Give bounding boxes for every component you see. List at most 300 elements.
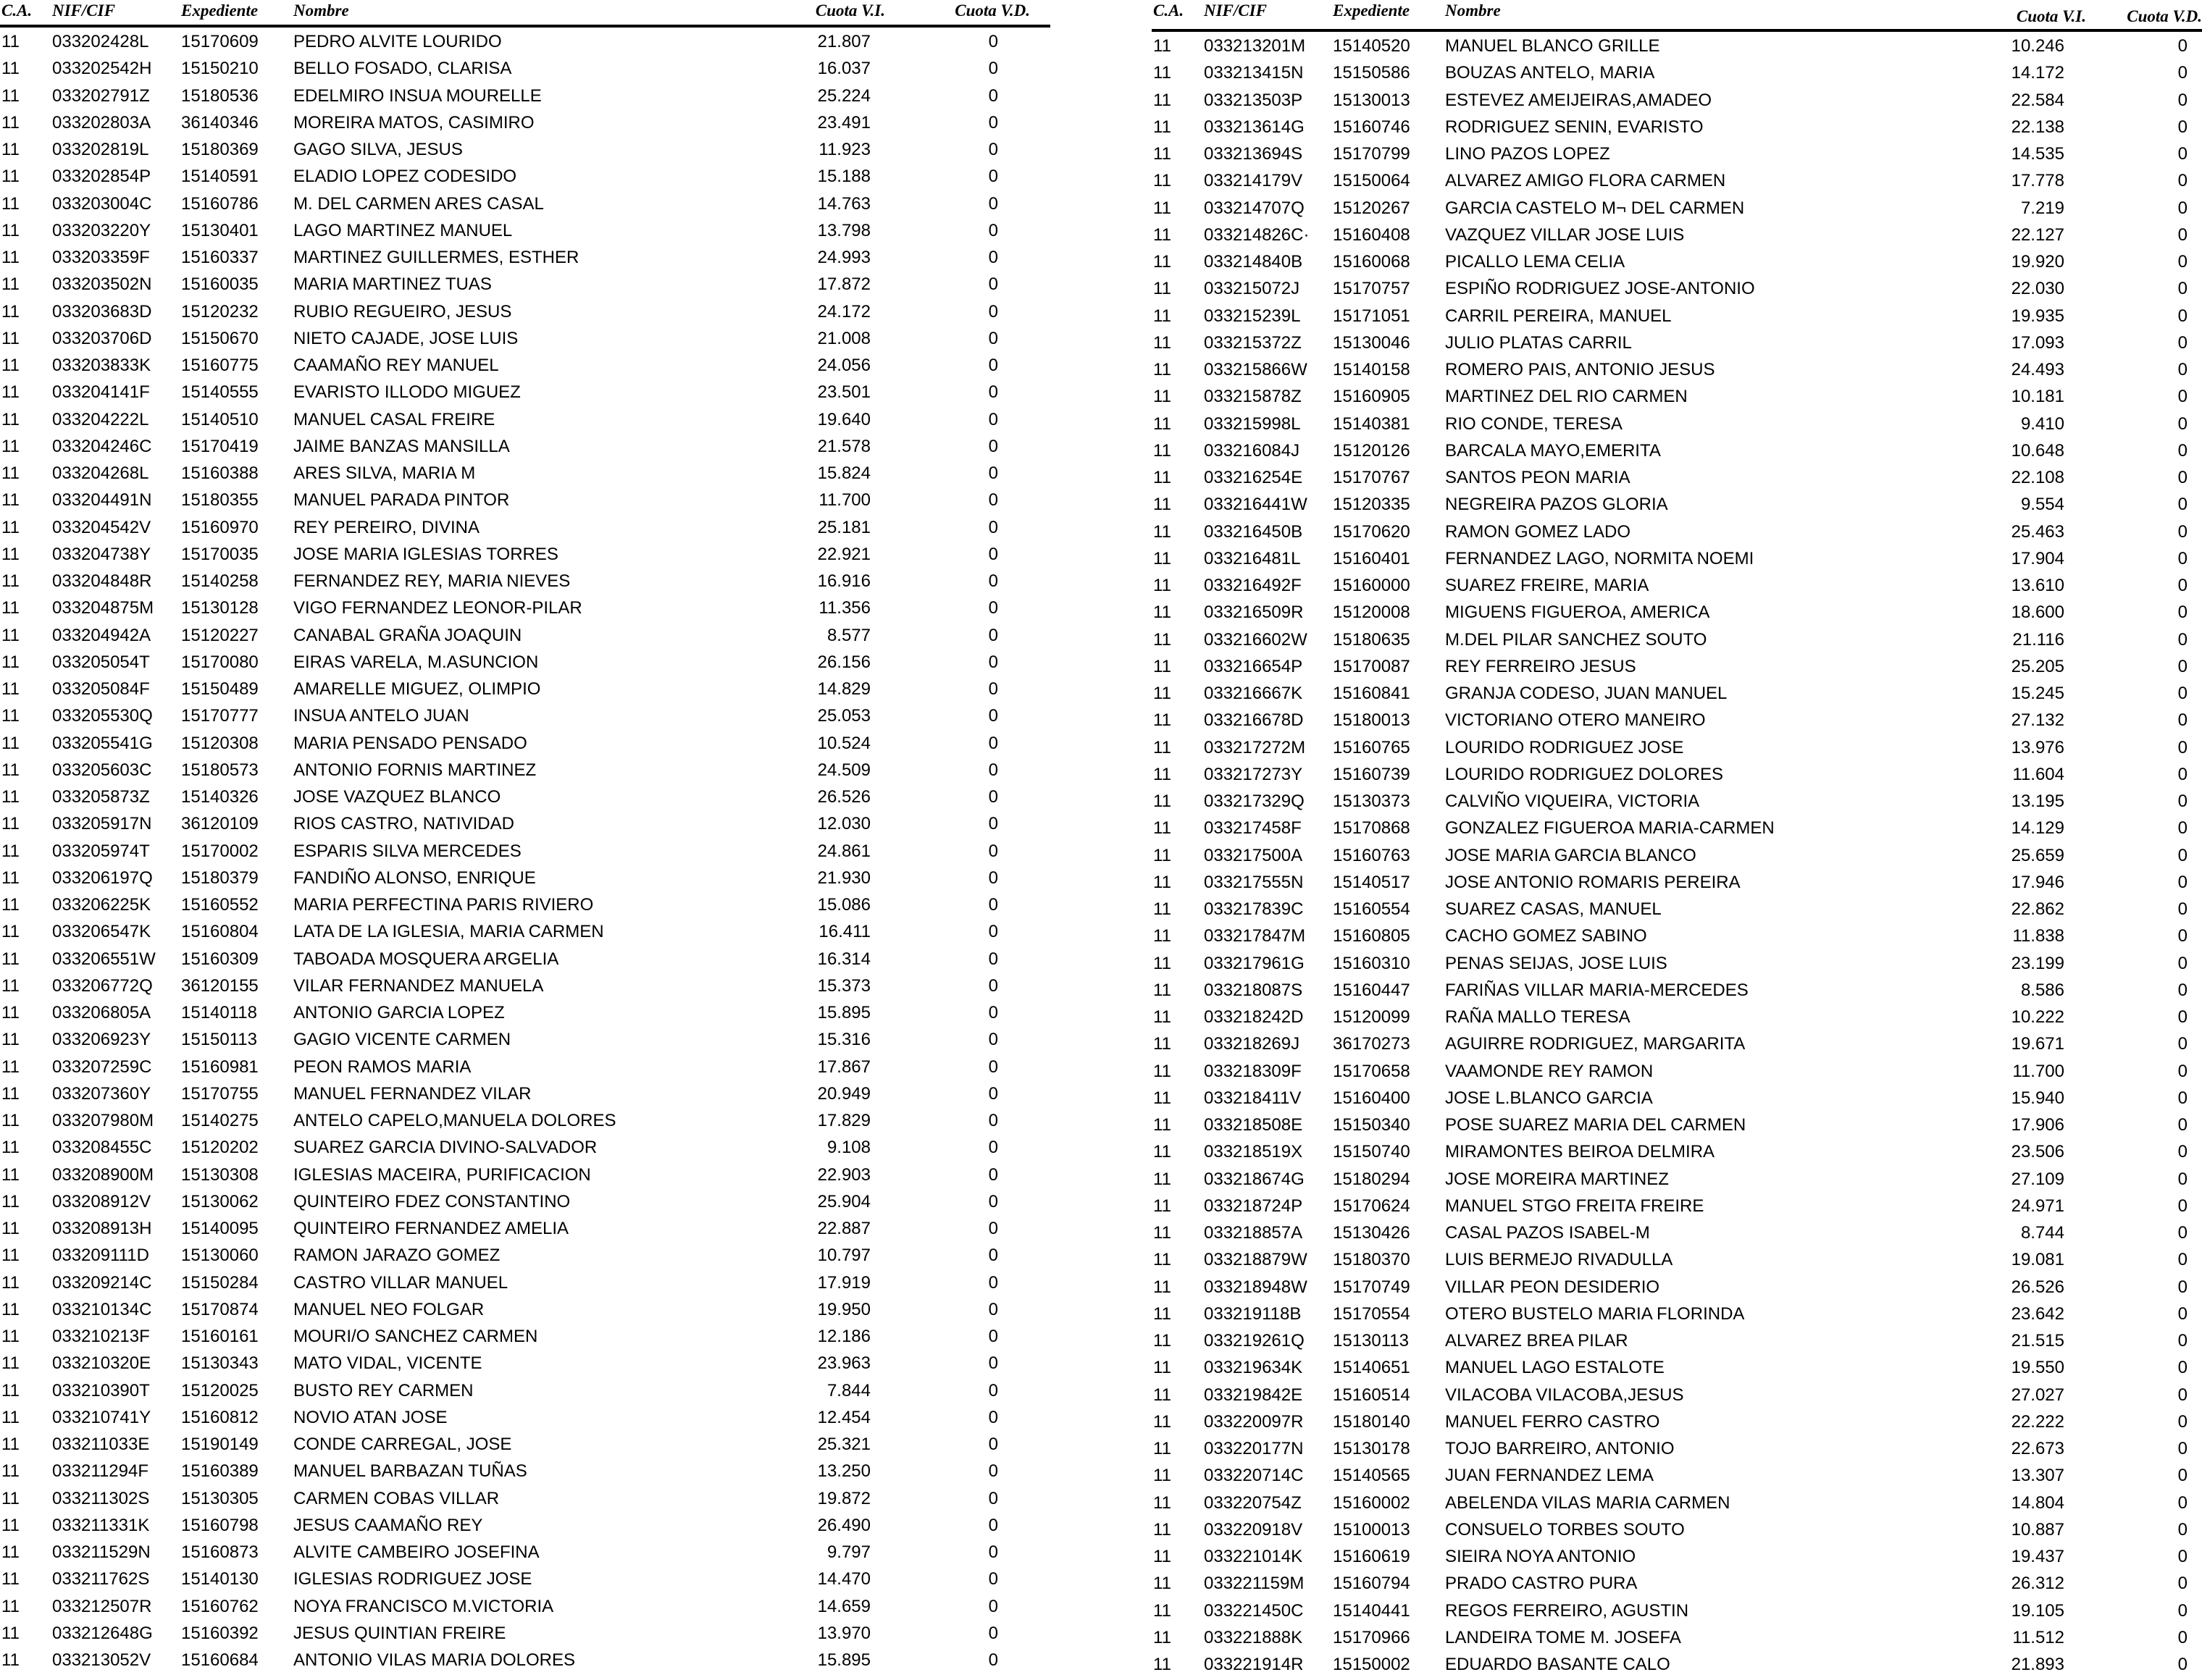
header-ca: C.A. (1153, 1, 1184, 20)
cell-expediente: 15160841 (1333, 684, 1410, 703)
cell-cuota-vd: 0 (2177, 1492, 2188, 1513)
cell-expediente: 15170874 (181, 1299, 259, 1319)
cell-ca: 11 (1, 112, 20, 133)
cell-expediente: 15160804 (181, 922, 259, 942)
table-row (0, 487, 1050, 514)
cell-expediente: 15140555 (181, 382, 259, 403)
cell-nif: 033216678D (1204, 710, 1304, 731)
cell-nif: 033205917N (52, 814, 152, 834)
cell-ca: 11 (1153, 548, 1171, 568)
cell-ca: 11 (1, 32, 20, 51)
cell-cuota-vi: 19.671 (2011, 1034, 2064, 1054)
table-row (0, 1000, 1050, 1027)
cell-cuota-vd: 0 (988, 544, 998, 564)
cell-cuota-vd: 0 (2177, 1034, 2188, 1054)
cell-nombre: QUINTEIRO FERNANDEZ AMELIA (293, 1219, 569, 1238)
cell-cuota-vi: 10.887 (2011, 1519, 2064, 1540)
cell-cuota-vi: 24.172 (817, 301, 871, 322)
cell-ca: 11 (1, 1380, 20, 1400)
cell-expediente: 15160002 (1333, 1492, 1410, 1513)
cell-cuota-vd: 0 (988, 1461, 998, 1482)
cell-cuota-vd: 0 (988, 1138, 998, 1158)
cell-nombre: GRANJA CODESO, JUAN MANUEL (1445, 684, 1728, 703)
cell-nombre: EDELMIRO INSUA MOURELLE (293, 85, 542, 106)
cell-cuota-vd: 0 (988, 679, 998, 699)
cell-cuota-vd: 0 (988, 193, 998, 214)
cell-nombre: TABOADA MOSQUERA ARGELIA (293, 949, 559, 969)
table-row (0, 1540, 1050, 1566)
cell-nif: 033214179V (1204, 171, 1303, 191)
cell-ca: 11 (1153, 737, 1171, 757)
cell-expediente: 15150489 (181, 679, 259, 699)
cell-expediente: 15160873 (181, 1542, 259, 1562)
cell-ca: 11 (1, 895, 20, 915)
cell-nombre: VIGO FERNANDEZ LEONOR-PILAR (293, 598, 582, 618)
cell-nombre: MARTINEZ GUILLERMES, ESTHER (293, 248, 579, 267)
cell-nombre: VILACOBA VILACOBA,JESUS (1445, 1385, 1684, 1405)
cell-cuota-vi: 24.971 (2011, 1196, 2064, 1216)
table-row (1152, 1436, 2202, 1463)
cell-expediente: 15160310 (1333, 953, 1410, 973)
cell-ca: 11 (1153, 1277, 1171, 1297)
cell-cuota-vd: 0 (2177, 1574, 2188, 1594)
cell-cuota-vd: 0 (988, 1030, 998, 1050)
cell-nif: 033208913H (52, 1219, 152, 1238)
cell-ca: 11 (1, 1272, 20, 1293)
cell-cuota-vi: 14.129 (2011, 818, 2064, 839)
table-row (0, 1108, 1050, 1135)
cell-cuota-vi: 21.930 (817, 868, 871, 888)
cell-nombre: RAMON GOMEZ LADO (1445, 521, 1631, 542)
cell-cuota-vd: 0 (2177, 845, 2188, 865)
cell-expediente: 15180140 (1333, 1411, 1410, 1432)
cell-cuota-vd: 0 (2177, 144, 2188, 164)
cell-cuota-vi: 15.895 (817, 1650, 871, 1670)
table-row (0, 379, 1050, 406)
cell-expediente: 15130401 (181, 220, 259, 240)
cell-nif: 033204222L (52, 409, 149, 429)
table-row (1152, 1409, 2202, 1436)
cell-expediente: 15170658 (1333, 1061, 1410, 1081)
cell-expediente: 15120202 (181, 1138, 259, 1158)
table-row (0, 407, 1050, 434)
cell-nif: 033208912V (52, 1191, 151, 1211)
cell-cuota-vd: 0 (988, 1650, 998, 1670)
cell-nif: 033216441W (1204, 495, 1307, 515)
cell-cuota-vi: 17.778 (2011, 171, 2064, 191)
cell-ca: 11 (1, 1515, 20, 1535)
cell-cuota-vd: 0 (2177, 818, 2188, 839)
cell-cuota-vi: 21.893 (2011, 1655, 2064, 1674)
cell-nombre: ANTONIO VILAS MARIA DOLORES (293, 1650, 575, 1670)
cell-cuota-vi: 17.872 (817, 274, 871, 295)
cell-cuota-vd: 0 (2177, 1061, 2188, 1081)
cell-ca: 11 (1, 1030, 20, 1050)
cell-cuota-vi: 13.976 (2011, 737, 2064, 757)
cell-cuota-vi: 12.186 (817, 1327, 871, 1346)
cell-nif: 033205603C (52, 760, 152, 780)
cell-cuota-vd: 0 (988, 1191, 998, 1211)
cell-cuota-vi: 27.109 (2011, 1169, 2064, 1189)
cell-cuota-vd: 0 (988, 463, 998, 483)
cell-nif: 033216667K (1204, 684, 1303, 703)
cell-ca: 11 (1, 409, 20, 429)
cell-nombre: MATO VIDAL, VICENTE (293, 1353, 482, 1374)
cell-cuota-vi: 18.600 (2011, 602, 2064, 623)
table-row (1152, 815, 2202, 842)
cell-nif: 033216450B (1204, 521, 1303, 542)
cell-nombre: AGUIRRE RODRIGUEZ, MARGARITA (1445, 1034, 1746, 1054)
table-row (0, 29, 1050, 56)
cell-cuota-vd: 0 (988, 1435, 998, 1454)
cell-nombre: SUAREZ FREIRE, MARIA (1445, 576, 1649, 595)
table-row (0, 1297, 1050, 1324)
cell-expediente: 15170755 (181, 1083, 259, 1104)
cell-nif: 033221914R (1204, 1655, 1304, 1674)
cell-expediente: 15130308 (181, 1164, 259, 1185)
cell-cuota-vd: 0 (2177, 1655, 2188, 1674)
table-row (1152, 600, 2202, 626)
cell-cuota-vi: 9.554 (2020, 495, 2064, 515)
cell-nif: 033202542H (52, 59, 152, 79)
cell-nombre: RUBIO REGUEIRO, JESUS (293, 301, 512, 322)
cell-nombre: SIEIRA NOYA ANTONIO (1445, 1547, 1636, 1566)
cell-ca: 11 (1, 1057, 20, 1077)
cell-nombre: ALVITE CAMBEIRO JOSEFINA (293, 1542, 540, 1562)
cell-nombre: LATA DE LA IGLESIA, MARIA CARMEN (293, 922, 604, 942)
cell-nombre: CALVIÑO VIQUEIRA, VICTORIA (1445, 791, 1700, 811)
cell-cuota-vd: 0 (988, 598, 998, 618)
table-row (1152, 1463, 2202, 1490)
cell-ca: 11 (1153, 764, 1171, 784)
cell-nombre: INSUA ANTELO JUAN (293, 706, 469, 726)
table-row (1152, 196, 2202, 222)
cell-nif: 033206197Q (52, 868, 153, 888)
cell-ca: 11 (1153, 656, 1171, 676)
cell-nif: 033218309F (1204, 1061, 1302, 1081)
table-row (1152, 1517, 2202, 1544)
cell-ca: 11 (1153, 1303, 1171, 1324)
cell-expediente: 15120008 (1333, 602, 1410, 623)
cell-cuota-vd: 0 (2177, 1439, 2188, 1458)
cell-expediente: 15160400 (1333, 1088, 1410, 1108)
header-cuota-vd: Cuota V.D. (2127, 7, 2202, 25)
cell-nif: 033221159M (1204, 1574, 1305, 1594)
cell-nif: 033202791Z (52, 85, 150, 106)
cell-ca: 11 (1153, 1574, 1171, 1594)
cell-cuota-vi: 10.648 (2011, 440, 2064, 461)
cell-ca: 11 (1, 1353, 20, 1374)
table-row (1152, 1652, 2202, 1679)
cell-cuota-vd: 0 (988, 706, 998, 726)
cell-cuota-vd: 0 (2177, 1196, 2188, 1216)
table-row (0, 568, 1050, 595)
table-row (1152, 735, 2202, 762)
table-row (1152, 870, 2202, 896)
cell-ca: 11 (1153, 1600, 1171, 1621)
cell-expediente: 36170273 (1333, 1034, 1410, 1054)
table-row (0, 1351, 1050, 1377)
cell-nif: 033216481L (1204, 548, 1301, 568)
cell-nombre: CONSUELO TORBES SOUTO (1445, 1519, 1685, 1540)
cell-nif: 033218411V (1204, 1088, 1302, 1108)
cell-cuota-vi: 9.108 (826, 1138, 871, 1158)
cell-ca: 11 (1, 679, 20, 699)
cell-cuota-vd: 0 (988, 1623, 998, 1643)
cell-expediente: 15140118 (181, 1003, 257, 1022)
table-row (0, 461, 1050, 487)
cell-cuota-vi: 11.923 (819, 140, 871, 159)
cell-cuota-vd: 0 (2177, 1223, 2188, 1243)
cell-ca: 11 (1, 193, 20, 214)
cell-cuota-vd: 0 (988, 922, 998, 942)
cell-nif: 033204491N (52, 490, 152, 511)
cell-nif: 033215239L (1204, 306, 1301, 326)
cell-cuota-vd: 0 (2177, 1088, 2188, 1108)
cell-nif: 033217458F (1204, 818, 1302, 839)
cell-nombre: EVARISTO ILLODO MIGUEZ (293, 382, 521, 403)
cell-cuota-vd: 0 (2177, 1007, 2188, 1027)
cell-nombre: TOJO BARREIRO, ANTONIO (1445, 1439, 1675, 1458)
table-row (0, 1432, 1050, 1458)
table-row (1152, 1355, 2202, 1382)
cell-nif: 033204848R (52, 571, 152, 591)
cell-cuota-vd: 0 (988, 895, 998, 915)
cell-cuota-vd: 0 (2177, 521, 2188, 542)
cell-nombre: GONZALEZ FIGUEROA MARIA-CARMEN (1445, 818, 1775, 839)
cell-expediente: 15130062 (181, 1191, 259, 1211)
cell-cuota-vi: 11.838 (2012, 926, 2064, 946)
cell-ca: 11 (1, 787, 20, 807)
cell-cuota-vd: 0 (2177, 710, 2188, 731)
cell-cuota-vi: 22.862 (2011, 899, 2064, 919)
cell-cuota-vd: 0 (2177, 548, 2188, 568)
table-row (1152, 465, 2202, 492)
cell-cuota-vd: 0 (988, 59, 998, 79)
table-row (1152, 951, 2202, 978)
cell-ca: 11 (1153, 117, 1171, 137)
cell-ca: 11 (1153, 1492, 1171, 1513)
cell-expediente: 15140517 (1333, 872, 1410, 892)
cell-expediente: 15160970 (181, 517, 259, 537)
cell-nif: 033218242D (1204, 1007, 1304, 1027)
cell-ca: 11 (1, 1569, 20, 1589)
table-row (1152, 411, 2202, 438)
cell-expediente: 15140275 (181, 1111, 259, 1130)
cell-nombre: RAÑA MALLO TERESA (1445, 1007, 1630, 1027)
cell-cuota-vi: 9.410 (2020, 413, 2064, 434)
cell-nif: 033215866W (1204, 360, 1307, 379)
cell-cuota-vi: 13.798 (817, 220, 871, 240)
cell-cuota-vd: 0 (2177, 332, 2188, 353)
cell-nif: 033205873Z (52, 787, 150, 807)
cell-ca: 11 (1153, 845, 1171, 865)
cell-nombre: MARIA PERFECTINA PARIS RIVIERO (293, 895, 594, 915)
cell-cuota-vi: 16.314 (817, 949, 871, 969)
cell-ca: 11 (1, 1650, 20, 1670)
table-row (1152, 1247, 2202, 1274)
cell-expediente: 15160794 (1333, 1574, 1410, 1594)
table-row (1152, 1328, 2202, 1355)
table-row (1152, 1301, 2202, 1328)
cell-cuota-vd: 0 (988, 1083, 998, 1104)
cell-expediente: 15180369 (181, 140, 259, 159)
cell-expediente: 15170609 (181, 32, 259, 51)
cell-nombre: SUAREZ GARCIA DIVINO-SALVADOR (293, 1138, 598, 1158)
cell-nombre: PICALLO LEMA CELIA (1445, 252, 1625, 272)
cell-ca: 11 (1153, 1142, 1171, 1162)
cell-nombre: MANUEL PARADA PINTOR (293, 490, 510, 511)
cell-expediente: 15160035 (181, 274, 259, 295)
cell-cuota-vi: 25.659 (2011, 845, 2064, 865)
cell-cuota-vd: 0 (988, 868, 998, 888)
cell-cuota-vi: 14.659 (817, 1596, 871, 1616)
cell-ca: 11 (1, 1083, 20, 1104)
cell-ca: 11 (1, 328, 20, 348)
cell-nif: 033206547K (52, 922, 151, 942)
cell-ca: 11 (1, 1542, 20, 1562)
cell-cuota-vd: 0 (988, 112, 998, 133)
cell-nombre: MANUEL FERRO CASTRO (1445, 1411, 1660, 1432)
cell-nombre: ANTONIO GARCIA LOPEZ (293, 1003, 505, 1022)
cell-cuota-vi: 23.501 (817, 382, 871, 403)
cell-ca: 11 (1153, 1439, 1171, 1458)
table-row (1152, 1625, 2202, 1652)
cell-cuota-vi: 19.640 (817, 409, 871, 429)
header-nombre: Nombre (293, 1, 349, 20)
cell-cuota-vd: 0 (2177, 63, 2188, 83)
cell-ca: 11 (1153, 171, 1171, 191)
cell-expediente: 15150670 (181, 328, 259, 348)
cell-ca: 11 (1, 922, 20, 942)
table-row (0, 1243, 1050, 1269)
cell-cuota-vd: 0 (988, 1407, 998, 1427)
cell-ca: 11 (1, 517, 20, 537)
cell-nif: 033219118B (1204, 1303, 1302, 1324)
cell-cuota-vi: 17.919 (817, 1272, 871, 1293)
cell-cuota-vi: 22.108 (2011, 468, 2064, 487)
cell-expediente: 15170749 (1333, 1277, 1410, 1297)
cell-nif: 033214707Q (1204, 198, 1305, 218)
cell-cuota-vi: 17.867 (817, 1057, 871, 1077)
cell-expediente: 15170624 (1333, 1196, 1410, 1216)
cell-nombre: FARIÑAS VILLAR MARIA-MERCEDES (1445, 980, 1749, 1000)
cell-expediente: 15170620 (1333, 521, 1410, 542)
table-row (0, 1458, 1050, 1485)
cell-cuota-vi: 21.578 (817, 436, 871, 456)
cell-expediente: 15140095 (181, 1219, 259, 1238)
cell-nombre: NEGREIRA PAZOS GLORIA (1445, 495, 1668, 515)
cell-nombre: SANTOS PEON MARIA (1445, 468, 1630, 487)
cell-cuota-vd: 0 (2177, 1411, 2188, 1432)
cell-nif: 033217961G (1204, 953, 1305, 973)
cell-cuota-vi: 24.861 (817, 841, 871, 861)
table-row (0, 542, 1050, 568)
cell-cuota-vi: 19.081 (2011, 1250, 2064, 1270)
cell-nif: 033220714C (1204, 1466, 1304, 1486)
cell-cuota-vi: 17.946 (2011, 872, 2064, 892)
cell-cuota-vd: 0 (988, 274, 998, 295)
cell-ca: 11 (1, 814, 20, 834)
cell-nombre: LANDEIRA TOME M. JOSEFA (1445, 1627, 1681, 1647)
cell-cuota-vd: 0 (2177, 656, 2188, 676)
cell-ca: 11 (1153, 1061, 1171, 1081)
cell-cuota-vd: 0 (2177, 1142, 2188, 1162)
cell-nif: 033214826C· (1204, 224, 1310, 245)
cell-nif: 033219842E (1204, 1385, 1303, 1405)
cell-cuota-vi: 22.030 (2011, 279, 2064, 299)
header-cuota-vd: Cuota V.D. (955, 1, 1030, 20)
cell-nombre: ESPIÑO RODRIGUEZ JOSE-ANTONIO (1445, 279, 1755, 299)
cell-ca: 11 (1, 1488, 20, 1508)
cell-expediente: 15160746 (1333, 117, 1410, 137)
cell-nif: 033211331K (52, 1515, 150, 1535)
cell-nombre: REY PEREIRO, DIVINA (293, 517, 480, 537)
cell-cuota-vi: 14.804 (2011, 1492, 2064, 1513)
table-row (0, 1135, 1050, 1162)
cell-ca: 11 (1153, 710, 1171, 731)
cell-cuota-vi: 11.700 (819, 490, 871, 511)
cell-ca: 11 (1, 652, 20, 672)
cell-cuota-vi: 15.940 (2011, 1088, 2064, 1108)
cell-cuota-vi: 26.490 (817, 1515, 871, 1535)
cell-nif: 033213052V (52, 1650, 151, 1670)
header-ca: C.A. (1, 1, 33, 20)
cell-cuota-vd: 0 (988, 1164, 998, 1185)
table-row (1152, 33, 2202, 60)
cell-expediente: 15130128 (181, 598, 259, 618)
cell-cuota-vd: 0 (988, 814, 998, 834)
cell-cuota-vi: 22.921 (817, 544, 871, 564)
cell-nombre: BUSTO REY CARMEN (293, 1380, 474, 1400)
cell-expediente: 15170554 (1333, 1303, 1410, 1324)
cell-cuota-vi: 25.904 (817, 1191, 871, 1211)
cell-cuota-vi: 13.307 (2011, 1466, 2064, 1486)
cell-cuota-vd: 0 (2177, 279, 2188, 299)
cell-nif: 033219261Q (1204, 1331, 1305, 1351)
cell-cuota-vi: 21.008 (817, 328, 871, 348)
table-row (1152, 276, 2202, 303)
cell-expediente: 15160905 (1333, 387, 1410, 407)
cell-ca: 11 (1, 706, 20, 726)
cell-expediente: 15150113 (181, 1030, 257, 1050)
cell-nombre: JOSE VAZQUEZ BLANCO (293, 787, 501, 807)
cell-nif: 033215372Z (1204, 332, 1302, 353)
cell-expediente: 15160000 (1333, 576, 1410, 595)
cell-expediente: 15150284 (181, 1272, 259, 1293)
cell-expediente: 15160762 (181, 1596, 259, 1616)
cell-cuota-vi: 25.463 (2011, 521, 2064, 542)
cell-cuota-vd: 0 (2177, 791, 2188, 811)
cell-cuota-vd: 0 (2177, 495, 2188, 515)
cell-cuota-vi: 13.970 (817, 1623, 871, 1643)
left-header-row (0, 0, 1050, 28)
cell-cuota-vd: 0 (2177, 1519, 2188, 1540)
cell-expediente: 15170419 (181, 436, 259, 456)
cell-cuota-vi: 24.993 (817, 248, 871, 267)
cell-nombre: VAAMONDE REY RAMON (1445, 1061, 1654, 1081)
cell-expediente: 15160763 (1333, 845, 1410, 865)
cell-cuota-vi: 15.895 (817, 1003, 871, 1022)
cell-nombre: JOSE MOREIRA MARTINEZ (1445, 1169, 1669, 1189)
table-row (1152, 60, 2202, 87)
cell-cuota-vi: 8.586 (2020, 980, 2064, 1000)
cell-cuota-vd: 0 (2177, 629, 2188, 650)
cell-cuota-vi: 22.138 (2011, 117, 2064, 137)
cell-cuota-vd: 0 (2177, 90, 2188, 110)
cell-ca: 11 (1, 1299, 20, 1319)
cell-ca: 11 (1, 1003, 20, 1022)
